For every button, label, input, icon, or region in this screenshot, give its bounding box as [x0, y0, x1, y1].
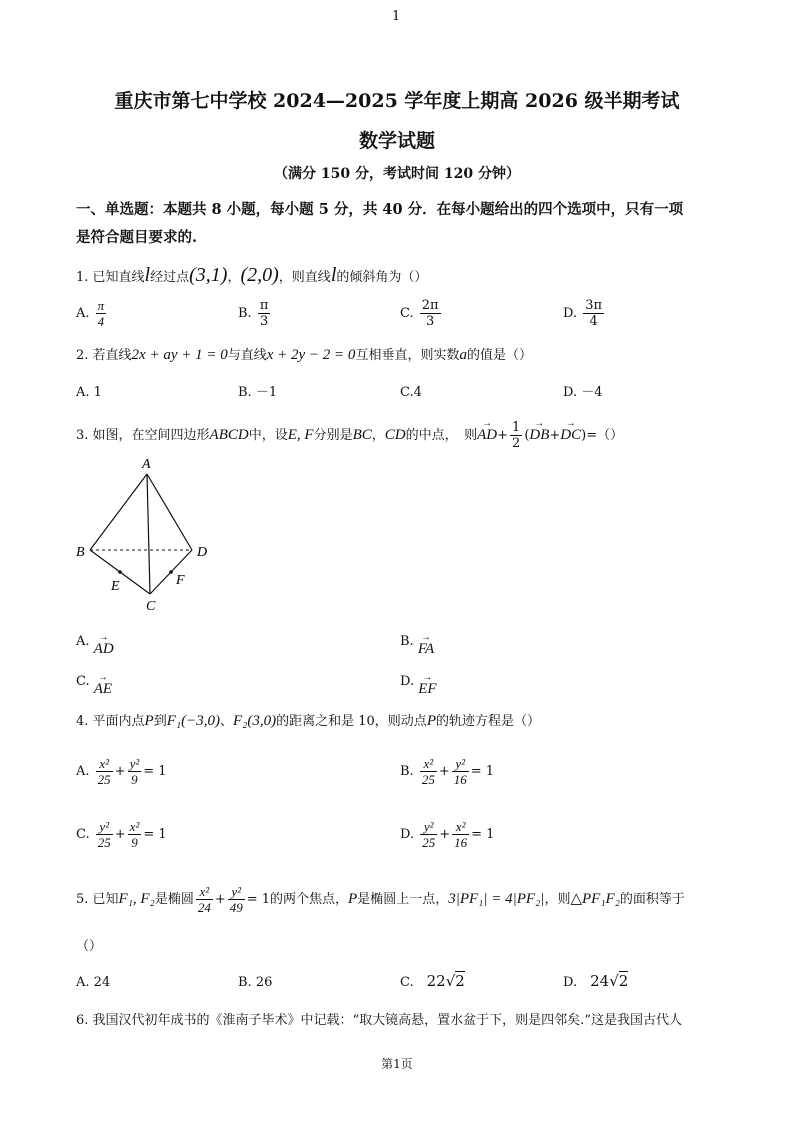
option-label: A.: [76, 385, 90, 400]
q2-mid: 与直线: [227, 348, 267, 363]
q3-pre: 3. 如图，在空间四边形: [76, 428, 210, 443]
frac-num: π: [97, 298, 105, 313]
option-label: A.: [76, 306, 90, 321]
section-heading-cont: 是符合题目要求的.: [76, 229, 198, 246]
option-text: 24: [93, 975, 111, 990]
frac-num: x²: [420, 756, 437, 772]
radicand: 2: [618, 972, 629, 990]
option-label: B.: [238, 975, 252, 990]
eq-rhs: = 1: [470, 764, 495, 779]
frac-den: 16: [453, 772, 467, 787]
option-text: 26: [255, 975, 273, 990]
q5-option-a[interactable]: [76, 974, 110, 992]
point-f: [169, 570, 173, 574]
option-label: B.: [238, 306, 252, 321]
q3-option-a[interactable]: [76, 632, 114, 657]
q2-option-a[interactable]: [76, 384, 102, 402]
q2-option-d[interactable]: [563, 384, 603, 402]
q5-post: ，则: [544, 892, 571, 907]
q1-option-a[interactable]: [76, 298, 108, 329]
vec-option: → EF: [418, 680, 436, 698]
q4-f2: F₂(3,0): [233, 713, 277, 729]
vec-db: → DB: [529, 426, 549, 444]
q4-post: 的距离之和是 10，则动点: [276, 714, 427, 729]
option-label: D.: [563, 306, 578, 321]
q5-rhs: = 1: [246, 892, 271, 907]
option-text: 1: [93, 385, 102, 400]
q3-option-c[interactable]: [76, 672, 113, 697]
q3-option-d[interactable]: [400, 672, 437, 697]
frac-num: y²: [452, 756, 469, 772]
q4-mid: 到: [153, 714, 167, 729]
q1-post: ，则直线: [278, 270, 331, 285]
q4-p2: P: [426, 713, 436, 729]
q3-ef: E, F: [287, 427, 314, 443]
q4-option-d[interactable]: D. $\frac{\text{y²}}{25}$ + $\frac{\text{x²}}{16}$ = 1: [400, 819, 495, 850]
option-text: －4: [581, 385, 603, 400]
option-label: C.: [76, 827, 90, 842]
q2-var-a: a: [459, 347, 467, 363]
vec-option: → FA: [418, 640, 434, 658]
q3-mid: 中，设: [248, 428, 288, 443]
q2-post2: 的值是（）: [466, 348, 532, 363]
frac-den: 2: [512, 436, 521, 451]
frac-den: 4: [97, 314, 105, 329]
q4-f1: F₁(−3,0): [166, 713, 220, 729]
frac-den: 3: [259, 314, 269, 329]
option-label: D.: [563, 385, 578, 400]
frac-num: 1: [512, 420, 521, 435]
section-heading: 一、单选题：本题共 8 小题，每小题 5 分，共 40 分．在每小题给出的四个选项中，只有一项: [76, 201, 684, 218]
frac-den: 24: [197, 900, 211, 915]
edge-ad: [147, 474, 192, 550]
option-label: D.: [563, 975, 578, 990]
option-coef: 24: [590, 972, 610, 990]
q1-line-l: l: [144, 264, 151, 286]
option-label: D.: [400, 674, 415, 689]
exam-meta: （满分 150 分，考试时间 120 分钟）: [274, 166, 520, 182]
q3-mid2: 分别是: [313, 428, 353, 443]
frac-num: y²: [228, 884, 245, 900]
q3-mid3: 的中点， 则: [405, 428, 478, 443]
q5-mid2: 的两个焦点，: [270, 892, 349, 907]
edge-ab: [90, 474, 147, 550]
tetrahedron-figure: [70, 452, 230, 620]
q4-p: P: [144, 713, 154, 729]
label-b: B: [76, 545, 85, 560]
q3-plus: +: [497, 428, 509, 443]
frac-num: y²: [96, 819, 113, 835]
q3-abcd: ABCD: [209, 427, 249, 443]
q2-option-b[interactable]: [238, 384, 277, 402]
option-label: A.: [76, 975, 90, 990]
q3-bc: BC: [352, 427, 372, 443]
sqrt-icon: √: [445, 972, 456, 990]
frac-den: 25: [422, 835, 436, 850]
q1-sep: ，: [227, 270, 241, 285]
q1-mid: 经过点: [150, 270, 190, 285]
question-1: [76, 266, 427, 287]
question-6: 6. 我国汉代初年成书的《淮南子毕术》中记载：“取大镜高悬，置水盆于下，则是四邻矣.”这是我国古代人: [76, 1013, 682, 1028]
q5-option-c[interactable]: [400, 972, 465, 992]
option-label: C.: [400, 385, 414, 400]
exam-subtitle: 数学试题: [358, 130, 435, 152]
q2-post: 互相垂直，则实数: [355, 348, 460, 363]
option-label: B.: [400, 634, 414, 649]
question-3: 3. 如图，在空间四边形ABCD中，设E, F分别是BC，CD的中点， 则→ AD+ $\frac{1}{2}$ (→ DB+→ DC)=（）: [76, 420, 623, 451]
q3-cd: CD: [384, 427, 406, 443]
frac-den: 49: [229, 900, 243, 915]
frac-den: 9: [131, 835, 138, 850]
frac-num: y²: [420, 819, 437, 835]
q1-point2: (2,0): [240, 264, 279, 286]
q4-option-b[interactable]: B. $\frac{\text{x²}}{25}$ + $\frac{\text{y²}}{16}$ = 1: [400, 756, 495, 787]
q4-pre: 4. 平面内点: [76, 714, 145, 729]
option-coef: 22: [426, 972, 446, 990]
frac-num: y²: [129, 756, 140, 771]
q4-option-a[interactable]: A. $\frac{\text{x²}}{25}$ + $\frac{\text{y²}}{9}$ = 1: [76, 756, 167, 787]
frac-num: x²: [96, 756, 113, 772]
frac-den: 16: [454, 835, 468, 850]
frac-den: 9: [131, 772, 138, 787]
vec-dc: → DC: [560, 426, 581, 444]
frac-den: 25: [421, 772, 435, 787]
q5-post2: 的面积等于: [619, 892, 685, 907]
question-4: [76, 712, 540, 731]
point-e: [118, 570, 122, 574]
q5-p: P: [348, 891, 358, 907]
frac-den: 25: [97, 835, 111, 850]
vec-option: → AE: [94, 680, 112, 698]
option-label: B.: [238, 385, 252, 400]
footer-page: 第1页: [381, 1057, 413, 1071]
q5-foci: F₁, F₂: [118, 891, 155, 907]
q3-option-b[interactable]: [400, 632, 435, 657]
frac-num: 3π: [585, 298, 603, 313]
vec-ad: → AD: [477, 426, 497, 444]
sqrt-icon: √: [609, 972, 619, 990]
q4-post2: 的轨迹方程是（）: [435, 714, 540, 729]
label-d: D: [197, 545, 208, 560]
question-2: [76, 346, 532, 365]
label-a: A: [142, 457, 151, 472]
option-text: －1: [255, 385, 278, 400]
q1-option-d[interactable]: [563, 298, 606, 329]
label-e: E: [111, 579, 120, 594]
frac-num: x²: [196, 884, 213, 900]
q1-option-c[interactable]: [400, 298, 443, 329]
frac-den: 25: [97, 772, 111, 787]
radicand: 2: [455, 972, 465, 990]
q4-sep: 、: [219, 714, 233, 729]
q1-line-l2: l: [330, 264, 337, 286]
exam-title: 重庆市第七中学校 2024—2025 学年度上期高 2026 级半期考试: [114, 90, 680, 112]
option-label: A.: [76, 764, 90, 779]
q5-triangle: △PF₁F₂: [570, 891, 620, 907]
q2-eq2: x + 2y − 2 = 0: [266, 347, 356, 363]
edge-ac: [147, 474, 150, 594]
q2-pre: 2. 若直线: [76, 348, 132, 363]
q5-mid: 是椭圆: [154, 892, 194, 907]
label-c: C: [146, 599, 156, 614]
eq-rhs: = 1: [143, 764, 167, 779]
option-label: C.: [400, 975, 414, 990]
option-label: C.: [400, 306, 414, 321]
q5-pre: 5. 已知: [76, 892, 119, 907]
eq-rhs: = 1: [471, 827, 495, 842]
q5-mid3: 是椭圆上一点，: [357, 892, 449, 907]
top-page-number: 1: [392, 9, 401, 24]
option-label: A.: [76, 634, 90, 649]
option-label: D.: [400, 827, 415, 842]
q2-eq1: 2x + ay + 1 = 0: [131, 347, 228, 363]
q4-option-c[interactable]: C. $\frac{\text{y²}}{25}$ + $\frac{\text{x²}}{9}$ = 1: [76, 819, 167, 850]
label-f: F: [176, 573, 185, 588]
q1-option-b[interactable]: [238, 298, 272, 329]
option-label: B.: [400, 764, 414, 779]
vec-option: → AD: [94, 640, 114, 658]
q2-option-c[interactable]: [400, 384, 422, 402]
option-text: 4: [413, 385, 422, 400]
q3-sep: ，: [371, 428, 385, 443]
eq-rhs: = 1: [143, 827, 167, 842]
question-5: 5. 已知F₁, F₂是椭圆 $\frac{\text{x²}}{24}$ + $\frac{\text{y²}}{49}$ = 1的两个焦点，P是椭圆上一点，3|PF₁| = 4|PF₂|，则△PF₁F₂的面积等于: [76, 884, 685, 915]
q3-post: =（）: [586, 428, 624, 443]
frac-num: x²: [129, 819, 140, 834]
frac-den: 4: [589, 314, 598, 329]
option-label: C.: [76, 674, 90, 689]
frac-den: 3: [426, 314, 435, 329]
q5-option-b[interactable]: [238, 974, 272, 992]
q1-pre: 1. 已知直线: [76, 270, 145, 285]
q1-point1: (3,1): [189, 264, 228, 286]
frac-num: x²: [452, 819, 469, 835]
q5-condition: 3|PF₁| = 4|PF₂|: [448, 891, 545, 907]
frac-num: π: [259, 298, 269, 313]
q5-paren: （）: [76, 939, 103, 954]
q5-option-d[interactable]: [563, 972, 628, 992]
frac-num: 2π: [421, 298, 439, 313]
q1-post2: 的倾斜角为（）: [336, 270, 428, 285]
